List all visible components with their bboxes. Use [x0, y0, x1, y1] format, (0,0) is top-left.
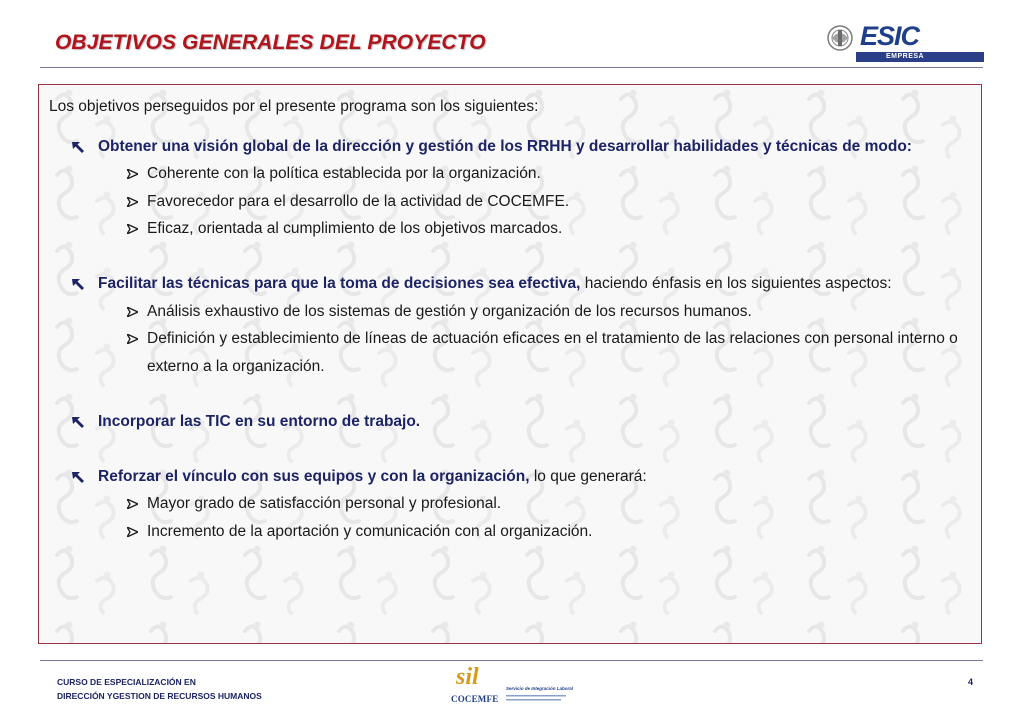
slide-title: OBJETIVOS GENERALES DEL PROYECTO — [55, 31, 486, 54]
sub-item — [49, 298, 972, 326]
seal-icon — [826, 24, 854, 52]
esic-logo — [826, 19, 984, 65]
footer-divider — [40, 660, 983, 661]
intro-text: Los objetivos perseguidos por el presente programa son los siguientes: — [49, 98, 539, 115]
sil-mark: sil — [456, 664, 479, 690]
sub-list — [49, 298, 972, 381]
sub-list — [49, 490, 972, 545]
esic-wordmark: ESIC — [860, 21, 920, 51]
diagonal-arrow-icon — [71, 463, 85, 491]
content-body — [39, 85, 981, 545]
sub-item-text: Coherente con la política establecida por la organización. — [147, 165, 541, 182]
sub-item — [49, 188, 972, 216]
sub-list — [49, 160, 972, 243]
objective-item — [49, 133, 972, 161]
footer-line: CURSO DE ESPECIALIZACIÓN EN — [57, 677, 196, 687]
objective-lead: Incorporar las TIC en su entorno de trabajo. — [98, 412, 421, 430]
footer-course — [57, 675, 262, 703]
diagonal-arrow-icon — [71, 408, 85, 436]
diagonal-arrow-icon — [71, 133, 85, 161]
objective-item — [49, 408, 972, 436]
objective-rest: haciendo énfasis en los siguientes aspectos: — [580, 275, 892, 292]
objective-item — [49, 270, 972, 298]
esic-subtitle: EMPRESA — [886, 53, 925, 60]
sub-item — [49, 518, 972, 546]
sub-item — [49, 215, 972, 243]
objective-item — [49, 463, 972, 491]
cocemfe-name: COCEMFE — [451, 694, 499, 704]
sub-item — [49, 325, 972, 380]
sub-item-text: Eficaz, orientada al cumplimiento de los objetivos marcados. — [147, 220, 563, 237]
sub-item — [49, 490, 972, 518]
sub-item-text: Mayor grado de satisfacción personal y profesional. — [147, 495, 502, 512]
cocemfe-logo — [451, 664, 575, 706]
objective-lead: Obtener una visión global de la dirección y gestión de los RRHH y desarrollar habilidades y técnicas de modo: — [98, 137, 912, 155]
objective-lead: Facilitar las técnicas para que la toma de decisiones sea efectiva, — [98, 275, 581, 292]
title-divider — [40, 67, 983, 68]
fine-print-icon — [506, 695, 571, 702]
sub-item-text: Definición y establecimiento de líneas de actuación eficaces en el tratamiento de las relaciones con personal interno o externo a la organización. — [147, 330, 958, 375]
diagonal-arrow-icon — [71, 270, 85, 298]
sub-item-text: Incremento de la aportación y comunicación con al organización. — [147, 522, 593, 540]
sub-item-text: Análisis exhaustivo de los sistemas de gestión y organización de los recursos humanos. — [147, 302, 752, 320]
cocemfe-tagline: Servicio de Integración Laboral — [506, 686, 574, 691]
objective-lead: Reforzar el vínculo con sus equipos y con la organización, — [98, 467, 530, 485]
sub-item — [49, 160, 972, 188]
page-number: 4 — [968, 677, 974, 687]
sub-item-text: Favorecedor para el desarrollo de la actividad de COCEMFE. — [147, 192, 570, 210]
content-box — [38, 84, 982, 644]
footer-line: DIRECCIÓN YGESTION DE RECURSOS HUMANOS — [57, 691, 262, 701]
objective-rest: lo que generará: — [529, 467, 647, 485]
